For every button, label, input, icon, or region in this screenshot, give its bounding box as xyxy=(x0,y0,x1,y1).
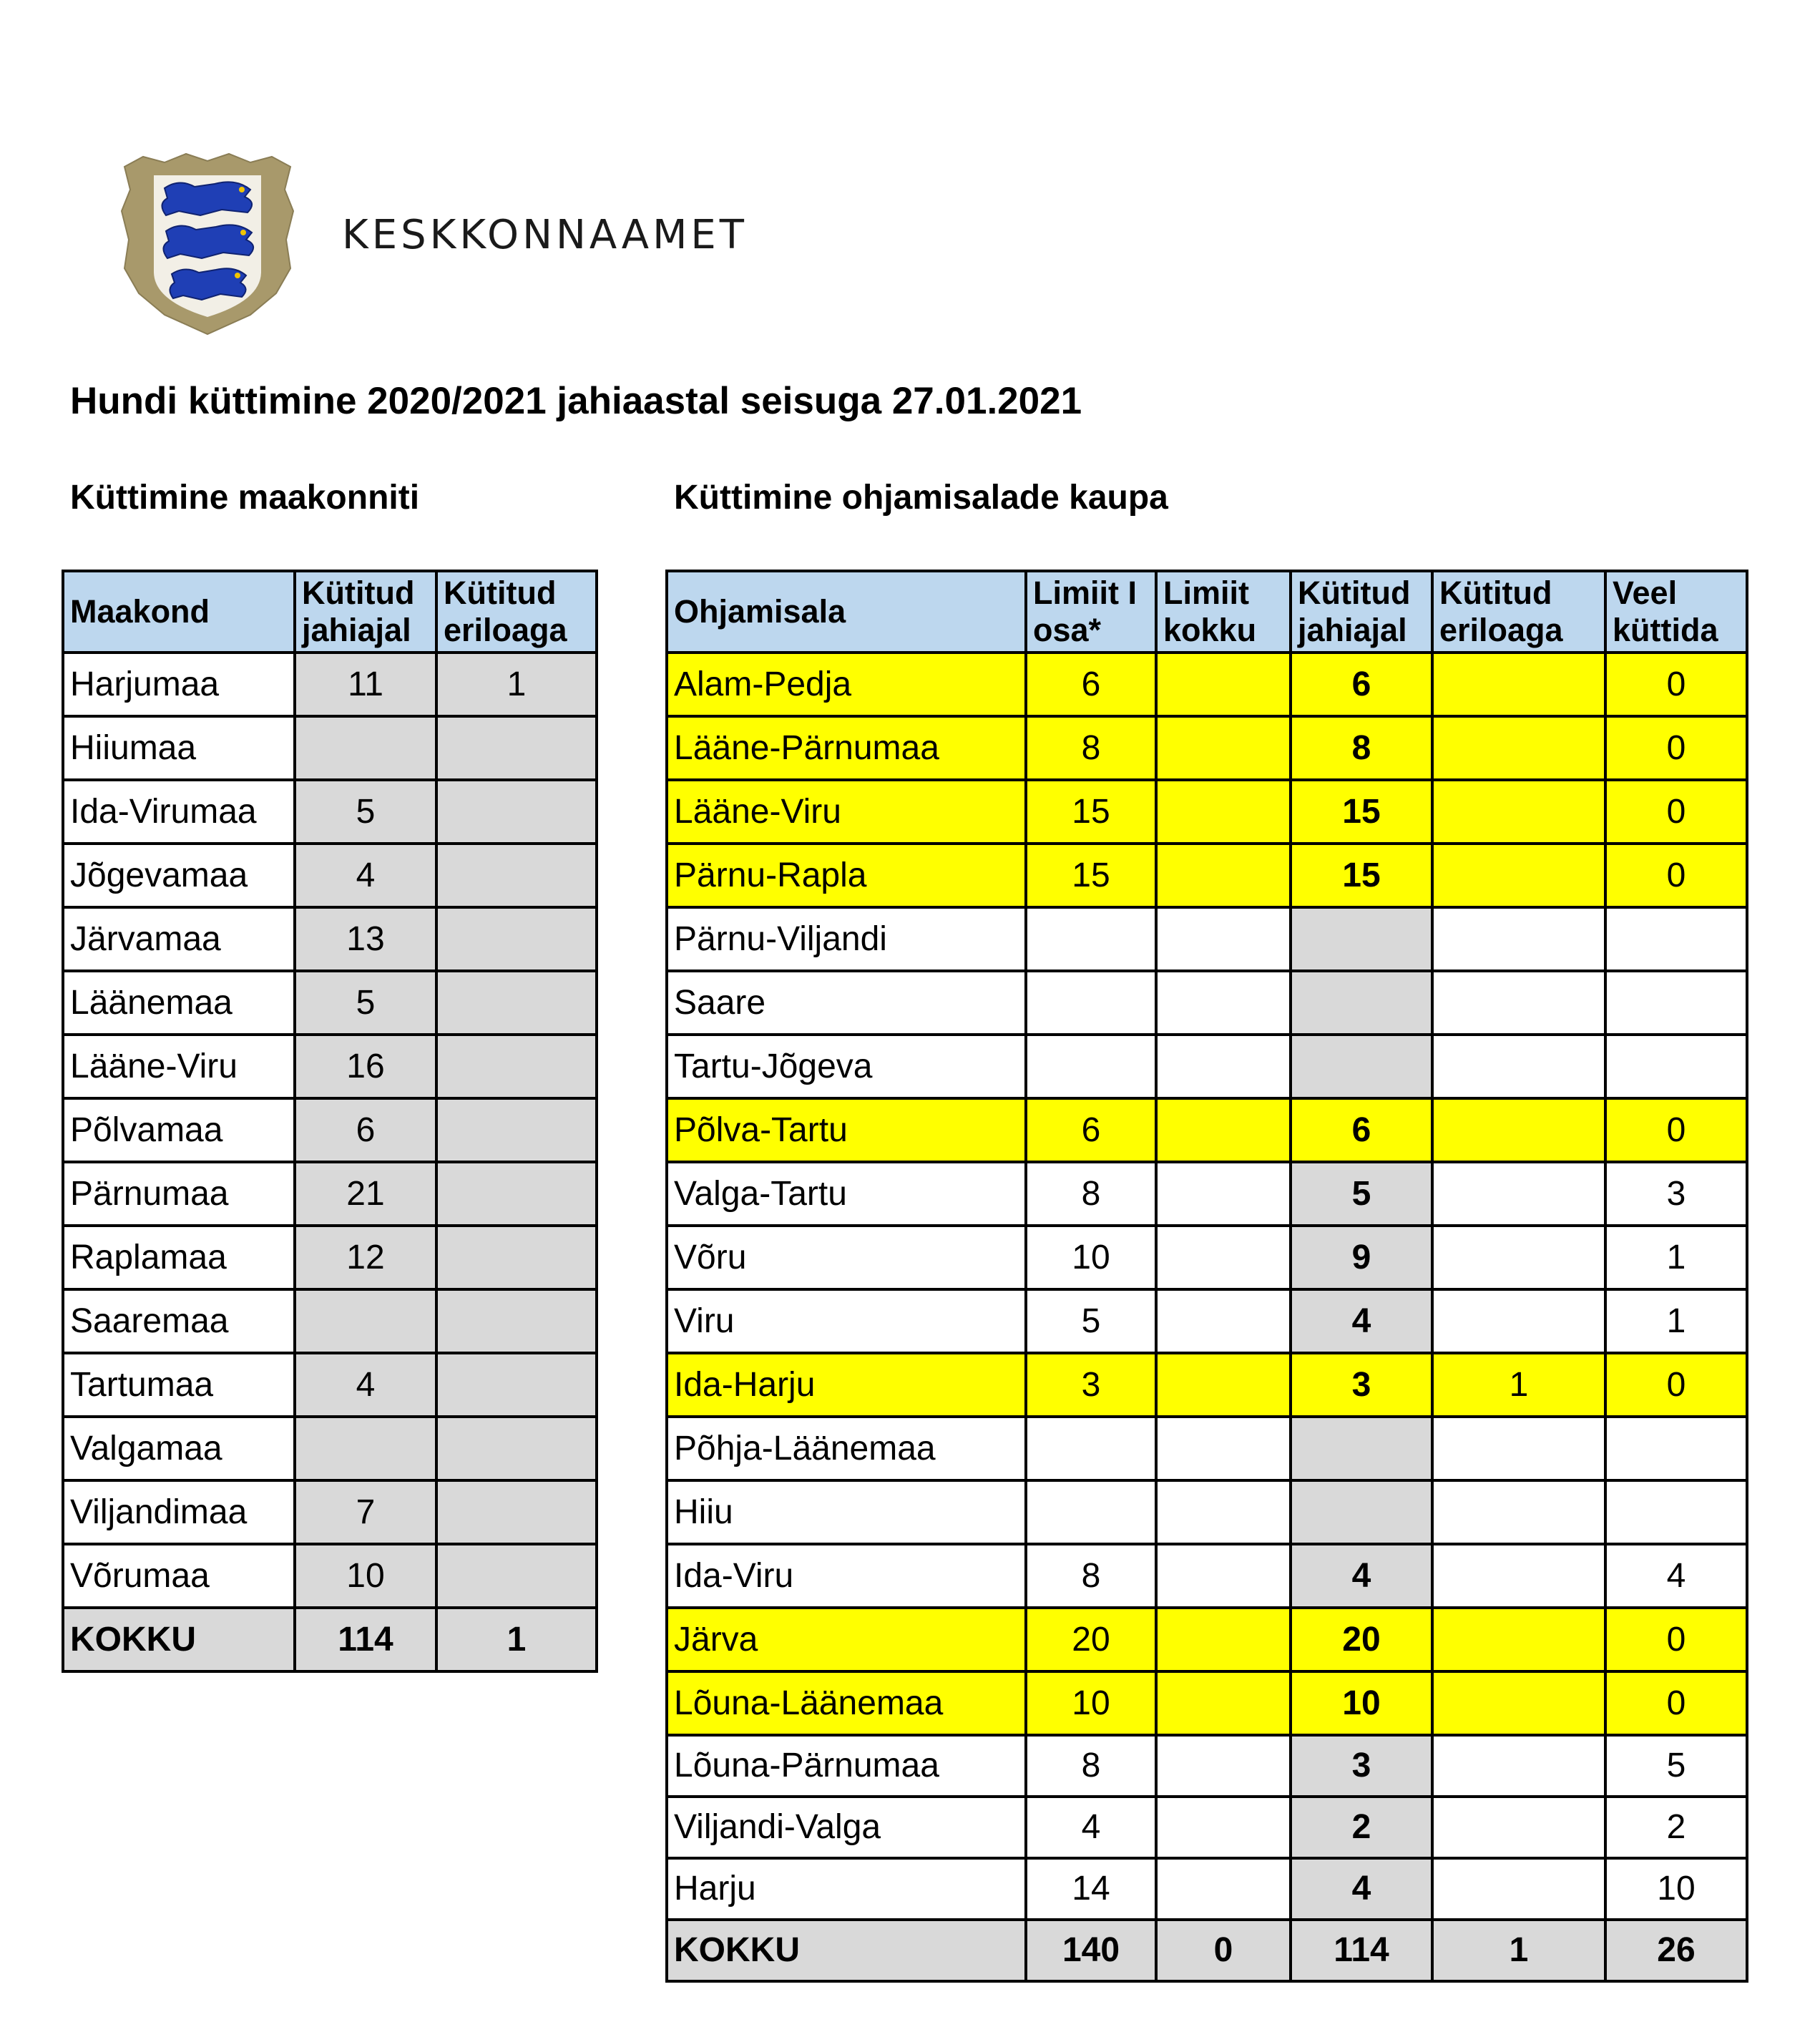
area-name-cell: Lääne-Viru xyxy=(667,780,1026,844)
county-name-cell: Võrumaa xyxy=(63,1544,295,1608)
kutitud-eriloaga-cell xyxy=(436,971,597,1035)
veel-kuttida-cell: 1 xyxy=(1605,1289,1747,1353)
col-header-kutitud-eriloaga: Kütitud eriloaga xyxy=(1432,571,1605,653)
table-row xyxy=(63,1289,597,1353)
veel-kuttida-cell: 10 xyxy=(1605,1858,1747,1920)
kutitud-jahiajal-cell: 2 xyxy=(1291,1797,1432,1858)
kutitud-eriloaga-cell xyxy=(436,1544,597,1608)
area-name-cell: Võru xyxy=(667,1226,1026,1289)
area-name-cell: Saare xyxy=(667,971,1026,1035)
kutitud-eriloaga-cell xyxy=(1432,653,1605,716)
table-row xyxy=(63,653,597,716)
table-row xyxy=(667,1858,1747,1920)
table-row xyxy=(63,1035,597,1098)
veel-kuttida-cell xyxy=(1605,907,1747,971)
area-name-cell: Põhja-Läänemaa xyxy=(667,1417,1026,1480)
area-name-cell: Viru xyxy=(667,1289,1026,1353)
limiit-i-osa-cell: 8 xyxy=(1026,1544,1156,1608)
col-header-limiit-i-osa: Limiit I osa* xyxy=(1026,571,1156,653)
kutitud-jahiajal-cell: 6 xyxy=(1291,1098,1432,1162)
county-name-cell: Valgamaa xyxy=(63,1417,295,1480)
limiit-i-osa-cell: 8 xyxy=(1026,1735,1156,1797)
limiit-kokku-cell xyxy=(1156,1797,1291,1858)
kutitud-eriloaga-cell xyxy=(1432,1858,1605,1920)
kutitud-jahiajal-cell: 3 xyxy=(1291,1353,1432,1417)
veel-kuttida-cell: 5 xyxy=(1605,1735,1747,1797)
county-name-cell: Jõgevamaa xyxy=(63,844,295,907)
table-row xyxy=(667,1797,1747,1858)
area-name-cell: Ida-Viru xyxy=(667,1544,1026,1608)
veel-kuttida-cell xyxy=(1605,1035,1747,1098)
limiit-i-osa-cell: 15 xyxy=(1026,844,1156,907)
table-row xyxy=(667,907,1747,971)
total-jahiajal-cell: 114 xyxy=(295,1608,436,1671)
kutitud-jahiajal-cell xyxy=(1291,1035,1432,1098)
table-row xyxy=(63,844,597,907)
veel-kuttida-cell: 4 xyxy=(1605,1544,1747,1608)
kutitud-jahiajal-cell xyxy=(295,716,436,780)
total-veel-kuttida-cell: 26 xyxy=(1605,1920,1747,1981)
veel-kuttida-cell xyxy=(1605,971,1747,1035)
kutitud-jahiajal-cell xyxy=(1291,1480,1432,1544)
kutitud-eriloaga-cell xyxy=(1432,1480,1605,1544)
table-row xyxy=(63,1098,597,1162)
limiit-kokku-cell xyxy=(1156,907,1291,971)
kutitud-eriloaga-cell xyxy=(1432,844,1605,907)
limiit-i-osa-cell: 3 xyxy=(1026,1353,1156,1417)
table-row xyxy=(667,780,1747,844)
limiit-kokku-cell xyxy=(1156,1162,1291,1226)
limiit-i-osa-cell xyxy=(1026,971,1156,1035)
total-eriloaga-cell: 1 xyxy=(436,1608,597,1671)
kutitud-eriloaga-cell xyxy=(436,844,597,907)
col-header-kutitud-jahiajal: Kütitud jahiajal xyxy=(295,571,436,653)
table-row xyxy=(667,1353,1747,1417)
left-section-heading: Küttimine maakonniti xyxy=(70,479,420,517)
kutitud-eriloaga-cell: 1 xyxy=(1432,1353,1605,1417)
area-name-cell: Pärnu-Rapla xyxy=(667,844,1026,907)
area-name-cell: Põlva-Tartu xyxy=(667,1098,1026,1162)
area-name-cell: Viljandi-Valga xyxy=(667,1797,1026,1858)
page-title: Hundi küttimine 2020/2021 jahiaastal seisuga 27.01.2021 xyxy=(70,380,1082,422)
kutitud-eriloaga-cell xyxy=(1432,1417,1605,1480)
limiit-i-osa-cell xyxy=(1026,1417,1156,1480)
limiit-kokku-cell xyxy=(1156,1098,1291,1162)
table-row xyxy=(63,716,597,780)
total-label-cell: KOKKU xyxy=(63,1608,295,1671)
limiit-kokku-cell xyxy=(1156,1671,1291,1735)
kutitud-jahiajal-cell: 21 xyxy=(295,1162,436,1226)
limiit-i-osa-cell: 10 xyxy=(1026,1671,1156,1735)
veel-kuttida-cell: 3 xyxy=(1605,1162,1747,1226)
kutitud-eriloaga-cell xyxy=(1432,1797,1605,1858)
table-row xyxy=(63,1353,597,1417)
area-name-cell: Pärnu-Viljandi xyxy=(667,907,1026,971)
county-name-cell: Ida-Virumaa xyxy=(63,780,295,844)
county-name-cell: Põlvamaa xyxy=(63,1098,295,1162)
county-name-cell: Viljandimaa xyxy=(63,1480,295,1544)
kutitud-eriloaga-cell xyxy=(436,1353,597,1417)
kutitud-jahiajal-cell: 4 xyxy=(1291,1289,1432,1353)
veel-kuttida-cell: 0 xyxy=(1605,1608,1747,1671)
org-name: KESKKONNAAMET xyxy=(342,212,748,258)
table-row xyxy=(63,1162,597,1226)
kutitud-jahiajal-cell: 6 xyxy=(1291,653,1432,716)
table-row xyxy=(667,1480,1747,1544)
kutitud-jahiajal-cell: 5 xyxy=(1291,1162,1432,1226)
table-row xyxy=(667,1098,1747,1162)
kutitud-jahiajal-cell: 12 xyxy=(295,1226,436,1289)
table-row xyxy=(667,1226,1747,1289)
kutitud-jahiajal-cell: 3 xyxy=(1291,1735,1432,1797)
kutitud-jahiajal-cell: 4 xyxy=(295,844,436,907)
limiit-kokku-cell xyxy=(1156,1289,1291,1353)
kutitud-eriloaga-cell xyxy=(1432,1035,1605,1098)
table-row xyxy=(63,1226,597,1289)
county-name-cell: Raplamaa xyxy=(63,1226,295,1289)
limiit-kokku-cell xyxy=(1156,1035,1291,1098)
kutitud-jahiajal-cell xyxy=(1291,971,1432,1035)
table-row xyxy=(667,971,1747,1035)
area-name-cell: Harju xyxy=(667,1858,1026,1920)
table-row xyxy=(667,1671,1747,1735)
limiit-i-osa-cell: 15 xyxy=(1026,780,1156,844)
total-eriloaga-cell: 1 xyxy=(1432,1920,1605,1981)
kutitud-eriloaga-cell xyxy=(436,1035,597,1098)
kutitud-eriloaga-cell xyxy=(436,780,597,844)
kutitud-jahiajal-cell: 13 xyxy=(295,907,436,971)
limiit-i-osa-cell: 4 xyxy=(1026,1797,1156,1858)
col-header-kutitud-jahiajal: Kütitud jahiajal xyxy=(1291,571,1432,653)
county-name-cell: Hiiumaa xyxy=(63,716,295,780)
total-limiit-i-osa-cell: 140 xyxy=(1026,1920,1156,1981)
table-row xyxy=(667,1544,1747,1608)
kutitud-eriloaga-cell xyxy=(1432,1098,1605,1162)
veel-kuttida-cell: 0 xyxy=(1605,1353,1747,1417)
county-table-header xyxy=(63,571,597,653)
kutitud-eriloaga-cell xyxy=(1432,907,1605,971)
area-name-cell: Lõuna-Läänemaa xyxy=(667,1671,1026,1735)
col-header-limiit-kokku: Limiit kokku xyxy=(1156,571,1291,653)
limiit-kokku-cell xyxy=(1156,780,1291,844)
kutitud-eriloaga-cell xyxy=(436,716,597,780)
area-name-cell: Lääne-Pärnumaa xyxy=(667,716,1026,780)
right-section-heading: Küttimine ohjamisalade kaupa xyxy=(674,479,1168,517)
area-name-cell: Hiiu xyxy=(667,1480,1026,1544)
kutitud-jahiajal-cell: 4 xyxy=(295,1353,436,1417)
table-row xyxy=(63,780,597,844)
col-header-maakond: Maakond xyxy=(63,571,295,653)
limiit-kokku-cell xyxy=(1156,1226,1291,1289)
table-row xyxy=(667,716,1747,780)
management-area-table xyxy=(665,570,1748,1983)
limiit-i-osa-cell: 6 xyxy=(1026,1098,1156,1162)
county-name-cell: Harjumaa xyxy=(63,653,295,716)
veel-kuttida-cell xyxy=(1605,1417,1747,1480)
kutitud-eriloaga-cell xyxy=(436,1098,597,1162)
county-name-cell: Tartumaa xyxy=(63,1353,295,1417)
total-row xyxy=(667,1920,1747,1981)
veel-kuttida-cell: 1 xyxy=(1605,1226,1747,1289)
veel-kuttida-cell: 0 xyxy=(1605,844,1747,907)
kutitud-jahiajal-cell: 5 xyxy=(295,780,436,844)
kutitud-eriloaga-cell xyxy=(1432,1544,1605,1608)
kutitud-jahiajal-cell xyxy=(1291,907,1432,971)
limiit-kokku-cell xyxy=(1156,1735,1291,1797)
limiit-i-osa-cell: 5 xyxy=(1026,1289,1156,1353)
kutitud-eriloaga-cell xyxy=(1432,1226,1605,1289)
kutitud-eriloaga-cell xyxy=(436,907,597,971)
table-row xyxy=(667,844,1747,907)
col-header-kutitud-eriloaga: Kütitud eriloaga xyxy=(436,571,597,653)
county-name-cell: Läänemaa xyxy=(63,971,295,1035)
kutitud-eriloaga-cell xyxy=(436,1226,597,1289)
limiit-kokku-cell xyxy=(1156,1480,1291,1544)
total-jahiajal-cell: 114 xyxy=(1291,1920,1432,1981)
kutitud-eriloaga-cell xyxy=(1432,716,1605,780)
limiit-i-osa-cell: 6 xyxy=(1026,653,1156,716)
coat-of-arms-logo xyxy=(114,147,300,338)
table-row xyxy=(667,1035,1747,1098)
total-limiit-kokku-cell: 0 xyxy=(1156,1920,1291,1981)
area-name-cell: Järva xyxy=(667,1608,1026,1671)
limiit-kokku-cell xyxy=(1156,1544,1291,1608)
kutitud-eriloaga-cell xyxy=(436,1480,597,1544)
kutitud-jahiajal-cell xyxy=(295,1289,436,1353)
col-header-veel-kuttida: Veel küttida xyxy=(1605,571,1747,653)
limiit-kokku-cell xyxy=(1156,844,1291,907)
veel-kuttida-cell: 0 xyxy=(1605,653,1747,716)
area-name-cell: Ida-Harju xyxy=(667,1353,1026,1417)
county-name-cell: Pärnumaa xyxy=(63,1162,295,1226)
kutitud-jahiajal-cell: 6 xyxy=(295,1098,436,1162)
veel-kuttida-cell: 0 xyxy=(1605,716,1747,780)
table-row xyxy=(63,1417,597,1480)
limiit-kokku-cell xyxy=(1156,1417,1291,1480)
limiit-kokku-cell xyxy=(1156,1608,1291,1671)
kutitud-jahiajal-cell: 15 xyxy=(1291,844,1432,907)
kutitud-eriloaga-cell: 1 xyxy=(436,653,597,716)
limiit-i-osa-cell: 8 xyxy=(1026,716,1156,780)
kutitud-jahiajal-cell: 16 xyxy=(295,1035,436,1098)
limiit-i-osa-cell: 14 xyxy=(1026,1858,1156,1920)
limiit-i-osa-cell: 10 xyxy=(1026,1226,1156,1289)
county-name-cell: Saaremaa xyxy=(63,1289,295,1353)
kutitud-eriloaga-cell xyxy=(436,1289,597,1353)
total-label-cell: KOKKU xyxy=(667,1920,1026,1981)
area-name-cell: Tartu-Jõgeva xyxy=(667,1035,1026,1098)
table-row xyxy=(667,1735,1747,1797)
limiit-i-osa-cell xyxy=(1026,1035,1156,1098)
kutitud-jahiajal-cell xyxy=(1291,1417,1432,1480)
limiit-kokku-cell xyxy=(1156,1353,1291,1417)
kutitud-jahiajal-cell: 8 xyxy=(1291,716,1432,780)
kutitud-jahiajal-cell: 5 xyxy=(295,971,436,1035)
kutitud-eriloaga-cell xyxy=(1432,1735,1605,1797)
limiit-kokku-cell xyxy=(1156,716,1291,780)
veel-kuttida-cell: 0 xyxy=(1605,1098,1747,1162)
veel-kuttida-cell: 0 xyxy=(1605,780,1747,844)
veel-kuttida-cell: 0 xyxy=(1605,1671,1747,1735)
kutitud-eriloaga-cell xyxy=(1432,780,1605,844)
limiit-kokku-cell xyxy=(1156,971,1291,1035)
county-table xyxy=(62,570,598,1673)
kutitud-eriloaga-cell xyxy=(1432,1608,1605,1671)
kutitud-eriloaga-cell xyxy=(436,1162,597,1226)
col-header-ohjamisala: Ohjamisala xyxy=(667,571,1026,653)
table-row xyxy=(667,1417,1747,1480)
kutitud-jahiajal-cell: 9 xyxy=(1291,1226,1432,1289)
limiit-i-osa-cell xyxy=(1026,1480,1156,1544)
kutitud-eriloaga-cell xyxy=(436,1417,597,1480)
kutitud-eriloaga-cell xyxy=(1432,971,1605,1035)
kutitud-jahiajal-cell xyxy=(295,1417,436,1480)
kutitud-jahiajal-cell: 15 xyxy=(1291,780,1432,844)
limiit-i-osa-cell xyxy=(1026,907,1156,971)
kutitud-eriloaga-cell xyxy=(1432,1671,1605,1735)
veel-kuttida-cell xyxy=(1605,1480,1747,1544)
table-row xyxy=(667,1289,1747,1353)
county-name-cell: Lääne-Viru xyxy=(63,1035,295,1098)
kutitud-jahiajal-cell: 4 xyxy=(1291,1858,1432,1920)
table-row xyxy=(667,1162,1747,1226)
area-name-cell: Valga-Tartu xyxy=(667,1162,1026,1226)
limiit-i-osa-cell: 20 xyxy=(1026,1608,1156,1671)
area-name-cell: Alam-Pedja xyxy=(667,653,1026,716)
kutitud-jahiajal-cell: 10 xyxy=(1291,1671,1432,1735)
kutitud-eriloaga-cell xyxy=(1432,1162,1605,1226)
limiit-kokku-cell xyxy=(1156,1858,1291,1920)
kutitud-jahiajal-cell: 20 xyxy=(1291,1608,1432,1671)
veel-kuttida-cell: 2 xyxy=(1605,1797,1747,1858)
limiit-i-osa-cell: 8 xyxy=(1026,1162,1156,1226)
county-name-cell: Järvamaa xyxy=(63,907,295,971)
area-table-header xyxy=(667,571,1747,653)
kutitud-jahiajal-cell: 10 xyxy=(295,1544,436,1608)
table-row xyxy=(63,907,597,971)
kutitud-jahiajal-cell: 11 xyxy=(295,653,436,716)
table-row xyxy=(63,1544,597,1608)
kutitud-jahiajal-cell: 4 xyxy=(1291,1544,1432,1608)
table-row xyxy=(63,971,597,1035)
table-row xyxy=(63,1480,597,1544)
kutitud-eriloaga-cell xyxy=(1432,1289,1605,1353)
table-row xyxy=(667,1608,1747,1671)
area-name-cell: Lõuna-Pärnumaa xyxy=(667,1735,1026,1797)
total-row xyxy=(63,1608,597,1671)
limiit-kokku-cell xyxy=(1156,653,1291,716)
kutitud-jahiajal-cell: 7 xyxy=(295,1480,436,1544)
table-row xyxy=(667,653,1747,716)
